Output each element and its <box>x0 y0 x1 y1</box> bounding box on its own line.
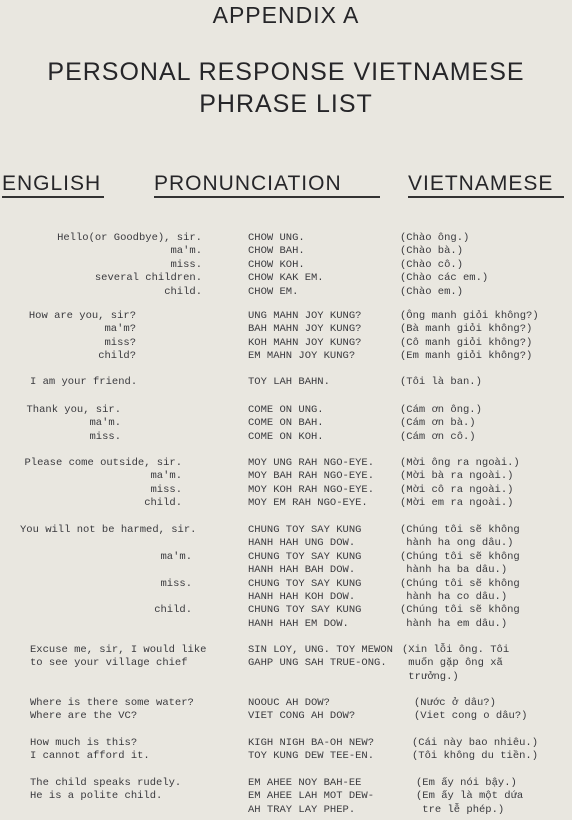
vietnamese-text: (Mời ông ra ngoài.) (Mời bà ra ngoài.) (Mời cô ra ngoài.) (Mời em ra ngoài.) <box>400 457 520 510</box>
pronunciation-text: SIN LOY, UNG. TOY MEWON GAHP UNG SAH TRUE-ONG. <box>248 644 393 670</box>
vietnamese-text: (Xin lỗi ông. Tôi muốn gặp ông xã trưởng.) <box>402 644 510 683</box>
vietnamese-text: (Nước ở dâu?) (Viet cong o dâu?) <box>414 697 528 723</box>
pronunciation-text: UNG MAHN JOY KUNG? BAH MAHN JOY KUNG? KOH MAHN JOY KUNG? EM MAHN JOY KUNG? <box>248 310 362 363</box>
pronunciation-text: COME ON UNG. COME ON BAH. COME ON KOH. <box>248 404 324 443</box>
pronunciation-text: CHOW UNG. CHOW BAH. CHOW KOH. CHOW KAK EM. CHOW EM. <box>248 232 324 298</box>
column-underline-english <box>2 196 104 198</box>
column-underline-pronunciation <box>154 196 380 198</box>
english-phrase: Thank you, sir. ma'm. miss. <box>26 404 121 443</box>
english-phrase: I am your friend. <box>30 376 138 388</box>
vietnamese-text: (Chào ông.) (Chào bà.) (Chào cô.) (Chào các em.) (Chào em.) <box>400 232 489 298</box>
english-phrase: Excuse me, sir, I would like to see your village chief <box>30 644 207 670</box>
pronunciation-text: MOY UNG RAH NGO-EYE. MOY BAH RAH NGO-EYE. MOY KOH RAH NGO-EYE. MOY EM RAH NGO-EYE. <box>248 457 375 510</box>
vietnamese-text: (Em ấy nói bậy.) (Em ấy là một dứa tre lễ phép.) <box>416 777 524 816</box>
vietnamese-text: (Chúng tôi sẽ không hành ha ong dâu.) (Chúng tôi sẽ không hành ha ba dâu.) (Chúng tôi sẽ không hành ha co dâu.) (Chúng tôi sẽ không hành ha em dâu.) <box>400 524 520 630</box>
english-phrase: Hello(or Goodbye), sir. ma'm. miss. several children. child. <box>57 232 202 298</box>
title-line-2: PHRASE LIST <box>199 90 373 118</box>
english-phrase: How are you, sir? ma'm? miss? child? <box>28 310 136 363</box>
pronunciation-text: EM AHEE NOY BAH-EE EM AHEE LAH MOT DEW- AH TRAY LAY PHEP. <box>248 777 375 816</box>
vietnamese-text: (Tôi là ban.) <box>400 376 482 388</box>
pronunciation-text: KIGH NIGH BA-OH NEW? TOY KUNG DEW TEE-EN. <box>248 737 375 763</box>
vietnamese-text: (Ông manh giỏi không?) (Bà manh giỏi không?) (Cô manh giỏi không?) (Em manh giỏi không?) <box>400 310 539 363</box>
column-heading-english: ENGLISH <box>2 172 102 195</box>
vietnamese-text: (Cám ơn ông.) (Cám ơn bà.) (Cám ơn cô.) <box>400 404 482 443</box>
column-heading-pronunciation: PRONUNCIATION <box>154 172 342 195</box>
appendix-heading: APPENDIX A <box>212 2 360 28</box>
english-phrase: You will not be harmed, sir. ma'm. miss. child. <box>20 524 197 617</box>
english-phrase: How much is this? I cannot afford it. <box>30 737 150 763</box>
column-underline-vietnamese <box>408 196 564 198</box>
vietnamese-text: (Cái này bao nhiêu.) (Tôi không du tiền.) <box>412 737 539 763</box>
column-heading-vietnamese: VIETNAMESE <box>408 172 554 195</box>
pronunciation-text: TOY LAH BAHN. <box>248 376 330 388</box>
english-phrase: Please come outside, sir. ma'm. miss. child. <box>24 457 182 510</box>
pronunciation-text: CHUNG TOY SAY KUNG HANH HAH UNG DOW. CHUNG TOY SAY KUNG HANH HAH BAH DOW. CHUNG TOY SAY KUNG HANH HAH KOH DOW. CHUNG TOY SAY KUNG HANH HAH EM DOW. <box>248 524 362 630</box>
title-line-1: PERSONAL RESPONSE VIETNAMESE <box>47 58 525 86</box>
pronunciation-text: NOOUC AH DOW? VIET CONG AH DOW? <box>248 697 356 723</box>
english-phrase: Where is there some water? Where are the VC? <box>30 697 194 723</box>
english-phrase: The child speaks rudely. He is a polite child. <box>30 777 182 803</box>
